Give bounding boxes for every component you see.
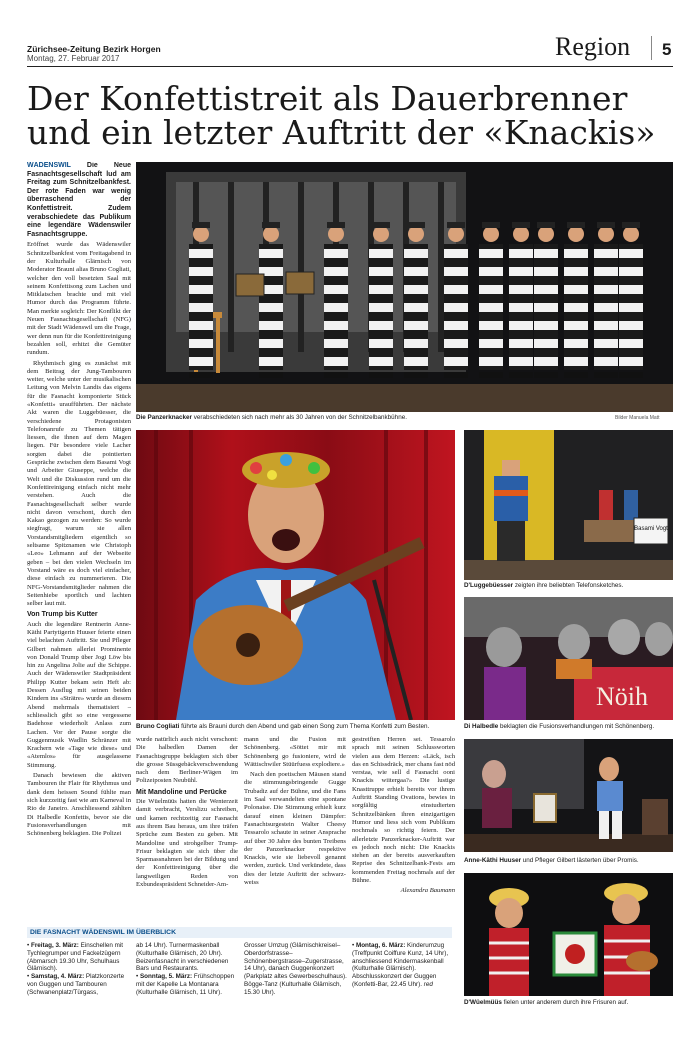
subheading: Von Trump bis Kutter [27, 611, 98, 619]
lead-text: Die Neue Fasnachtsgesellschaft lud am Freitag zum Schnitzelbankfest. Der rote Faden war wenig überraschend der Konfettistreit. Zudem verabschiedete das Publikum eine legendäre Wädenswiler Fasnachtsgruppe. [27, 162, 131, 238]
header-rule [27, 66, 673, 67]
caption-halbedle [464, 723, 673, 731]
banner-text: Nöih [596, 682, 648, 711]
prisoner-figure [509, 222, 533, 378]
event-date: Samstag, 4. März: [30, 973, 85, 981]
event-entry: • Samstag, 4. März: Platzkonzerte von Guggen und Tambouren (Schwanenplatz/Türgass, [27, 973, 125, 996]
caption-text: fielen unter anderem durch ihre Frisuren auf. [501, 999, 629, 1006]
event-text: Grosser Umzug (Glärnischkreisel–Oberdorfstrasse–Schönenbergstrasse–Zugerstrasse, 14 Uhr), danach Guggenkonzert (Parkplatz altes Gewerbeschulhaus). Bögge-Tanz (Kulturhalle Glärnisch, 15.30 Uhr). [244, 942, 347, 996]
event-text: Frühschoppen mit der Kapelle La Montanara (Kulturhalle Glärnisch, 11 Uhr). [136, 973, 235, 996]
luggebueesser-illustration [464, 430, 673, 580]
paragraph: wurde natürlich auch nicht verschont: Die halbedlen Damen der Fasnachtsgruppe beklagten sich über die grosse Süssgebäckverschwendung nach dem Berliner-Wägen im Polizeiposten Neubühl. [136, 736, 238, 785]
caption-text: zeigten ihre beliebten Telefonsketches. [513, 582, 624, 589]
article-column-4 [352, 736, 455, 924]
event-text: ab 14 Uhr). Turnermaskenball (Kulturhalle Glärnisch, 20 Uhr). Beizenfasnacht in verschiedenen Bars und Restaurants. [136, 942, 229, 973]
article-author: Alexandra Baumann [400, 887, 455, 895]
caption-luggebueesser [464, 582, 673, 590]
article-lead [27, 162, 131, 239]
paragraph: Nach den poetischen Mäusen stand die stimmungsbringende Gugge Trubadiz auf der Bühne, und die Fans im Saal verwandelten eine spontane Polonaise. Die Stimmung erhielt kurz darauf einen kleinen Dämpfer: Fasnachtsurgestein Walter Cheesy Tessarolo schaute in seiner Ansprache auf über 30 Jahre des bunten Treibens der Panzerknacker respektive Knackis, wie sie liebevoll genannt werden, zurück. Und verkündete, dass dies der letzte Auftritt der schwarz-weiss [244, 771, 346, 887]
event-date: Montag, 6. März: [355, 942, 406, 949]
paragraph: Rhythmisch ging es zunächst mit dem Beitrag der Jung-Tambouren weiter, welche unter der musikalischen Leitung von Melvin Landis das eigens für die Fasnacht komponierte Stück «Konfetti» uraufführten. Der nächste Akt waren die Luggebüesser, die verschiedene Protagonisten Telefonanrufe zu Themen tätigen liessen, die ihnen auf dem Magen liegen. Für besondere viele Lacher sorgten dabei die pointierten Gespräche zwischen dem Basami Vogt und Arbeiter Giuseppe, welche die Welt und die Diskussion rund um die Konfettireinigung einfach nicht mehr verstehen. Auch die Fasnachtsgesellschaft selber wurde nicht davon verschont, durch den Kakao gezogen zu werden: So wurde siegfragt, warum sie allen Vorstandsmitgliedern eigentlich so seltsame Spitznamen wie Christoph «Leo» Lehmann auf der Webseite geben – bei den vielen Wechseln im Vorstand wäre es doch viel einfacher, diese einfach zu nummerieren. Die NFG-Vorstandsmitglieder nahmen die Seitenhiebe sportlich und lachten selber laut mit. [27, 359, 131, 608]
accordion-shape [236, 274, 264, 296]
photo-halbedle [464, 597, 673, 720]
paragraph: gestreiften Herren sei. Tessarolo sprach mit seinen Schlussworten vielen aus dem Herzen: «Läck, isch das en Schissdräck, mer chans fast nöd verstaa, wie sell d Fasnacht ooni Knackis wiitergaa?» Die lustige Knasttruppe erhielt bereits vor ihrem Auftritt Standing Ovations, bewies in sorgfältig einstudierten Schnitzelbänken ihren einzigartigen Humor und liess sich vom Publikum nochmals so richtig feiern. Der allerletzte Panzerknacker-Auftritt war es jedoch noch nicht: Die Knackis stehen an der bereits ausverkauften Reprise des Schnitzelbank-Fests am kommenden Freitag nochmals auf der Bühne. [352, 736, 455, 885]
paragraph: Danach bewiesen die aktiven Tambouren ihr Flair für Rhythmus und dank dem heissen Sound fühlte man sich kurzzeitig fast wie am Karneval in Rio de Janeiro. Anschliessend zählten Di Halbedle Konfettis, bevor sie die Fusionsverhandlungen mit Schönenberg beklagten. Die Polizei [27, 772, 131, 838]
caption-text: und Pfleger Gilbert lästerten über Promis. [521, 857, 639, 864]
events-column-3 [244, 942, 348, 997]
prisoner-figure [534, 222, 558, 378]
event-text: Kinderumzug (Treffpunkt Coiffure Kunz, 14 Uhr), anschliessend Kindermaskenball (Kulturhalle Glärnisch). Abschlusskonzert der Guggen (Konfetti-Bar, 22.45 Uhr). [352, 942, 449, 988]
prisoner-figure [619, 222, 643, 378]
section-title: Region [555, 32, 631, 61]
dateline: WÄDENSWIL [27, 162, 71, 169]
subheading: Mit Mandoline und Perücke [136, 788, 227, 796]
prisoner-figure [404, 222, 428, 378]
wuelmueues-illustration [464, 873, 673, 996]
paragraph: Eröffnet wurde das Wädenswiler Schnitzelbankfest vom Freitagabend in der Kulturhalle Glärnisch von Moderator Brauni alias Bruno Cogliati, welcher den voll besetzten Saal mit seinem Konfettisong zum Lachen und Mitklatschen brachte und mit viel Humor durch das Programm führte. Man merkte sogleich: Der Konflikt der Neuen Fasnachtsgesellschaft (NFG) mit der Stadt Wädenswil um die Frage, wer denn nun für die Konfettireinigung bezahlen soll, erhitzt die Gemüter rundum. [27, 241, 131, 357]
caption-subject: Anne-Käthi Huuser [464, 857, 522, 864]
halbedle-illustration [464, 597, 673, 720]
caption-subject: Bruno Cogliati [136, 723, 180, 730]
anne-kaethi-illustration [464, 739, 673, 852]
photo-luggebueesser [464, 430, 673, 580]
caption-subject: D'Luggebüesser [464, 582, 514, 589]
event-entry [244, 942, 348, 997]
paragraph: Auch die legendäre Rentnerin Anne-Käthi Partytigerin Huuser feierte einen viel belachten Auftritt. Sie und Pfleger Gilbert nahmen allerlei Prominente von Donald Trump über Jogi Löw bis hin zu Angelina Jolie auf die Schippe. Auch der Wädenswiler Stadtpräsident Philipp Kutter bekam sein Heft ab: Dessen Ausflug mit seinen beiden Kindern ins «Strätre» wurde an diesem Abend mehrmals thematisiert – schliesslich gibt so eine vergessene Badehose wiederholt Anlass zum Lachen. Vor der Pause sorgte die Guggenmusik Wadlin Schränzer mit Krachern wie «Tage wie diese» und «Atemlos» für ausgelassene Stimmung. [27, 620, 131, 769]
events-column-1 [27, 942, 131, 997]
accordion-shape [286, 272, 314, 294]
issue-date: Montag, 27. Februar 2017 [27, 54, 120, 63]
caption-anne-kaethi [464, 857, 673, 865]
article-headline: Der Konfettistreit als Dauerbrenner und ein letzter Auftritt der «Knackis» [27, 79, 656, 152]
caption-text: führte als Brauni durch den Abend und gab einen Song zum Thema Konfetti zum Besten. [179, 723, 430, 730]
events-column-2 [136, 942, 240, 997]
prisoner-figure [564, 222, 588, 378]
photo-wuelmueues [464, 873, 673, 996]
prisoner-figure [189, 222, 213, 378]
event-date: Freitag, 3. März: [30, 942, 79, 949]
page-number: 5 [662, 40, 672, 59]
prisoner-figure [324, 222, 348, 378]
events-box-title: DIE FASNACHT WÄDENSWIL IM ÜBERBLICK [27, 927, 452, 938]
photo-panzerknacker [136, 162, 673, 412]
event-date: Sonntag, 5. März: [139, 973, 193, 981]
events-column-4 [352, 942, 456, 989]
basami-sign-text: Basami Vogt [634, 526, 668, 532]
event-text: Einschellen mit Tychlegrumper und Fackelzügern (Abmarsch 19.30 Uhr, Schulhaus Glärnisch). [27, 942, 124, 973]
caption-text: beklagten die Fusionsverhandlungen mit Schönenberg. [498, 723, 655, 730]
panzerknacker-illustration [136, 162, 673, 412]
caption-text: verabschiedeten sich nach mehr als 30 Jahren von der Schnitzelbankbühne. [192, 414, 407, 421]
caption-wuelmueues [464, 999, 673, 1007]
article-column-2 [136, 736, 238, 924]
prisoner-figure [479, 222, 503, 378]
brauni-illustration [136, 430, 455, 720]
event-signature: red [423, 980, 433, 988]
paragraph: Die Wüelmüüs hatten die Wenterzeit damit verbracht, Verslizu schreiben, und kamen rechtzeitig zur Fasnacht aus ihrem Bau heraus, um ihre träfen Sprüche zum Besten zu geben. Mit Mandoline und strohgelber Trump-Frisur beklagten sie sich über die Sparmassnahmen bei der Bildung und der Konfettireinigung über die langweiligen Reden von Exbundespräsident Schneider-Am- [136, 798, 238, 889]
event-entry: • Sonntag, 5. März: Frühschoppen mit der Kapelle La Montanara (Kulturhalle Glärnisch, 11 Uhr). [136, 973, 235, 996]
article-column-1 [27, 162, 131, 924]
caption-subject: Di Halbedle [464, 723, 499, 730]
photo-credit: Bilder Manuela Matt [615, 415, 660, 421]
header-divider [651, 36, 652, 60]
caption-panzerknacker [136, 414, 576, 422]
caption-subject: Die Panzerknacker [136, 414, 193, 421]
prisoner-figure [444, 222, 468, 378]
photo-brauni [136, 430, 455, 720]
caption-brauni [136, 723, 456, 731]
article-column-3 [244, 736, 346, 924]
paragraph: mann und die Fusion mit Schönenberg. «Söttet mir mit Schönenberg go fusioniere, wird de Wättischwiler Stüürfuess explodiere.» [244, 736, 346, 768]
event-entry: • Montag, 6. März: Kinderumzug (Treffpunkt Coiffure Kunz, 14 Uhr), anschliessend Kindermaskenball (Kulturhalle Glärnisch). Abschlusskonzert der Guggen (Konfetti-Bar, 22.45 Uhr). red [352, 942, 449, 988]
caption-subject: D'Wüelmüüs [464, 999, 502, 1006]
event-text: Platzkonzerte von Guggen und Tambouren (Schwanenplatz/Türgass, [27, 973, 125, 996]
newspaper-name: Zürichsee-Zeitung Bezirk Horgen [27, 44, 161, 54]
prisoner-figure [594, 222, 618, 378]
event-entry: • Freitag, 3. März: Einschellen mit Tychlegrumper und Fackelzügern (Abmarsch 19.30 Uhr, Schulhaus Glärnisch). [27, 942, 124, 973]
event-entry [136, 942, 240, 973]
prisoner-figure [369, 222, 393, 378]
photo-anne-kaethi [464, 739, 673, 852]
prisoner-figure [259, 222, 283, 378]
